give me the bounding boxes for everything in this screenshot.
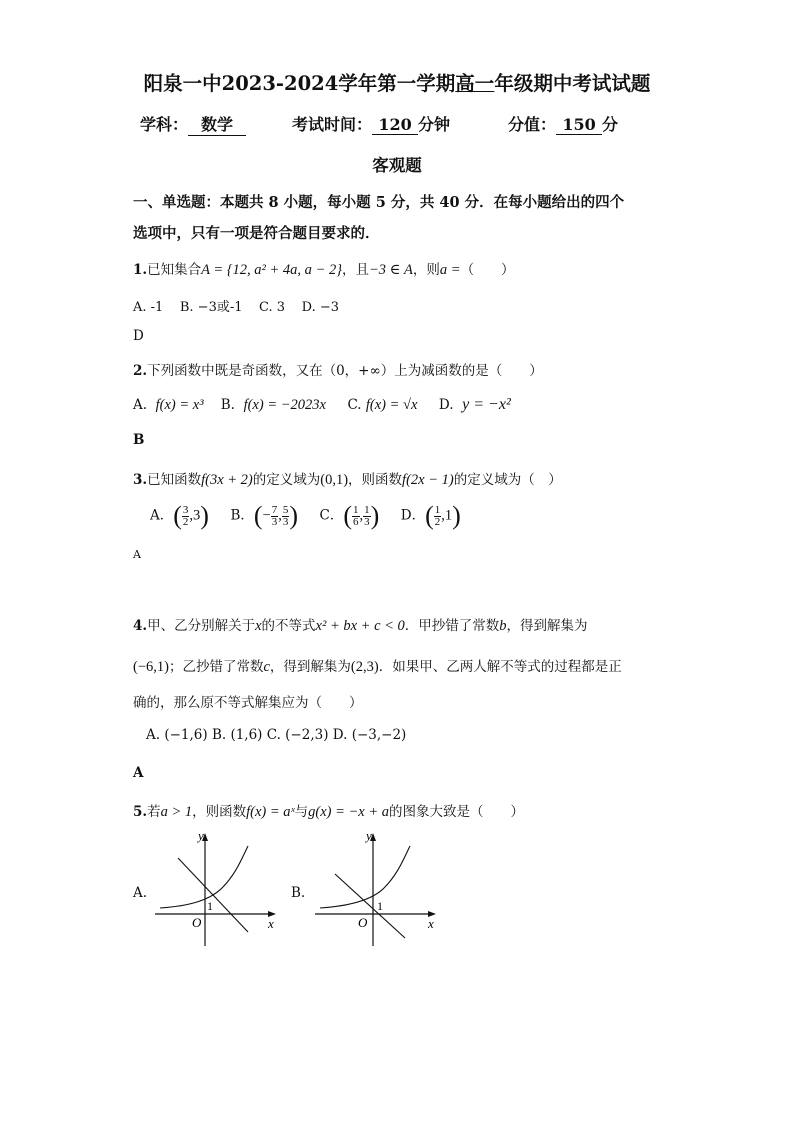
- option-c-expr: f(x) = √x: [365, 397, 418, 413]
- part1-instruction-line1: 一、单选题：本题共 8 小题，每小题 5 分，共 40 分．在每小题给出的四个: [133, 194, 625, 211]
- option-a-expr: f(x) = x³: [155, 397, 204, 413]
- linear-line: [178, 858, 248, 932]
- option-b: B. −3或-1: [179, 300, 243, 315]
- option-d: D. −3: [301, 300, 339, 315]
- fraction: $\frac{3}{2}$: [182, 503, 189, 528]
- option-b-expr: f(x) = −2023x: [243, 397, 326, 413]
- fraction: $\frac{5}{3}$: [282, 503, 289, 528]
- score-field: 分值： 150 分: [508, 115, 619, 134]
- y-label: y: [198, 828, 204, 843]
- question-4-options: A. (−1,6) B. (1,6) C. (−2,3) D. (−3,−2): [146, 727, 407, 743]
- fraction: $\frac{7}{3}$: [271, 503, 278, 528]
- section-title: 客观题: [372, 156, 422, 175]
- question-2-answer: B: [133, 432, 145, 448]
- origin-label: O: [358, 915, 368, 930]
- exam-time-field: 考试时间： 120 分钟: [292, 115, 451, 134]
- x-label: x: [428, 916, 434, 931]
- question-3-stem: 3.已知函数f(3x + 2)的定义域为(0,1)，则函数f(2x − 1)的定义域为（ ）: [133, 472, 562, 488]
- part1-instruction-line2: 选项中，只有一项是符合题目要求的．: [133, 225, 380, 242]
- question-1-options: [133, 296, 339, 315]
- question-5-option-b-label: B.: [291, 885, 306, 901]
- y-label: y: [366, 828, 372, 843]
- exam-title: 阳泉一中2023-2024学年第一学期高一年级期中考试试题: [143, 72, 651, 95]
- linear-line: [335, 874, 405, 938]
- fraction: $\frac{1}{2}$: [434, 503, 441, 528]
- question-3-answer: A: [133, 548, 141, 561]
- question-1-stem: 1.已知集合A = {12, a² + 4a, a − 2}，且−3 ∈ A，则a =（ ）: [133, 262, 515, 278]
- option-d-expr: y = −x²: [462, 396, 511, 413]
- subject-field: 学科： 数学: [140, 112, 246, 136]
- one-label: 1: [207, 899, 213, 913]
- question-4-line3: 确的，那么原不等式解集应为（ ）: [133, 695, 363, 711]
- question-5-option-a-label: A.: [133, 885, 148, 901]
- origin-label: O: [192, 915, 202, 930]
- question-5-graph-b: [310, 828, 445, 950]
- question-2-options: A. f(x) = x³ B. f(x) = −2023x C. f(x) = √x D. y = −x²: [133, 396, 511, 413]
- question-4-answer: A: [133, 765, 144, 781]
- fraction: $\frac{1}{3}$: [364, 503, 370, 528]
- option-a: A. -1: [133, 300, 164, 315]
- exp-curve: [320, 846, 410, 908]
- question-3-options: A．( $\frac{3}{2}$ ,3) B．(− $\frac{7}{3}$ , $\frac{5}{3}$ ) C．( $\frac{1}{6}$ , $\frac{1}{3}$ ) D．( $\frac{1}{2}$ ,1): [150, 501, 461, 530]
- fraction: $\frac{1}{6}$: [353, 503, 359, 528]
- option-c: C. 3: [259, 300, 286, 315]
- question-4-line1: 4.甲、乙分别解关于x的不等式x² + bx + c < 0．甲抄错了常数b，得到解集为: [133, 618, 588, 634]
- exp-curve: [160, 846, 248, 908]
- question-5-graph-a: [150, 828, 285, 950]
- one-label: 1: [377, 899, 383, 913]
- question-1-answer: D: [133, 328, 144, 344]
- question-2-stem: 2.下列函数中既是奇函数，又在（0，+∞）上为减函数的是（ ）: [133, 363, 543, 379]
- question-4-line2: (−6,1)；乙抄错了常数c，得到解集为(2,3)．如果甲、乙两人解不等式的过程都是正: [133, 659, 622, 675]
- question-5-stem: 5.若a > 1，则函数f(x) = aˣ与g(x) = −x + a的图象大致是（ ）: [133, 804, 525, 820]
- x-label: x: [268, 916, 274, 931]
